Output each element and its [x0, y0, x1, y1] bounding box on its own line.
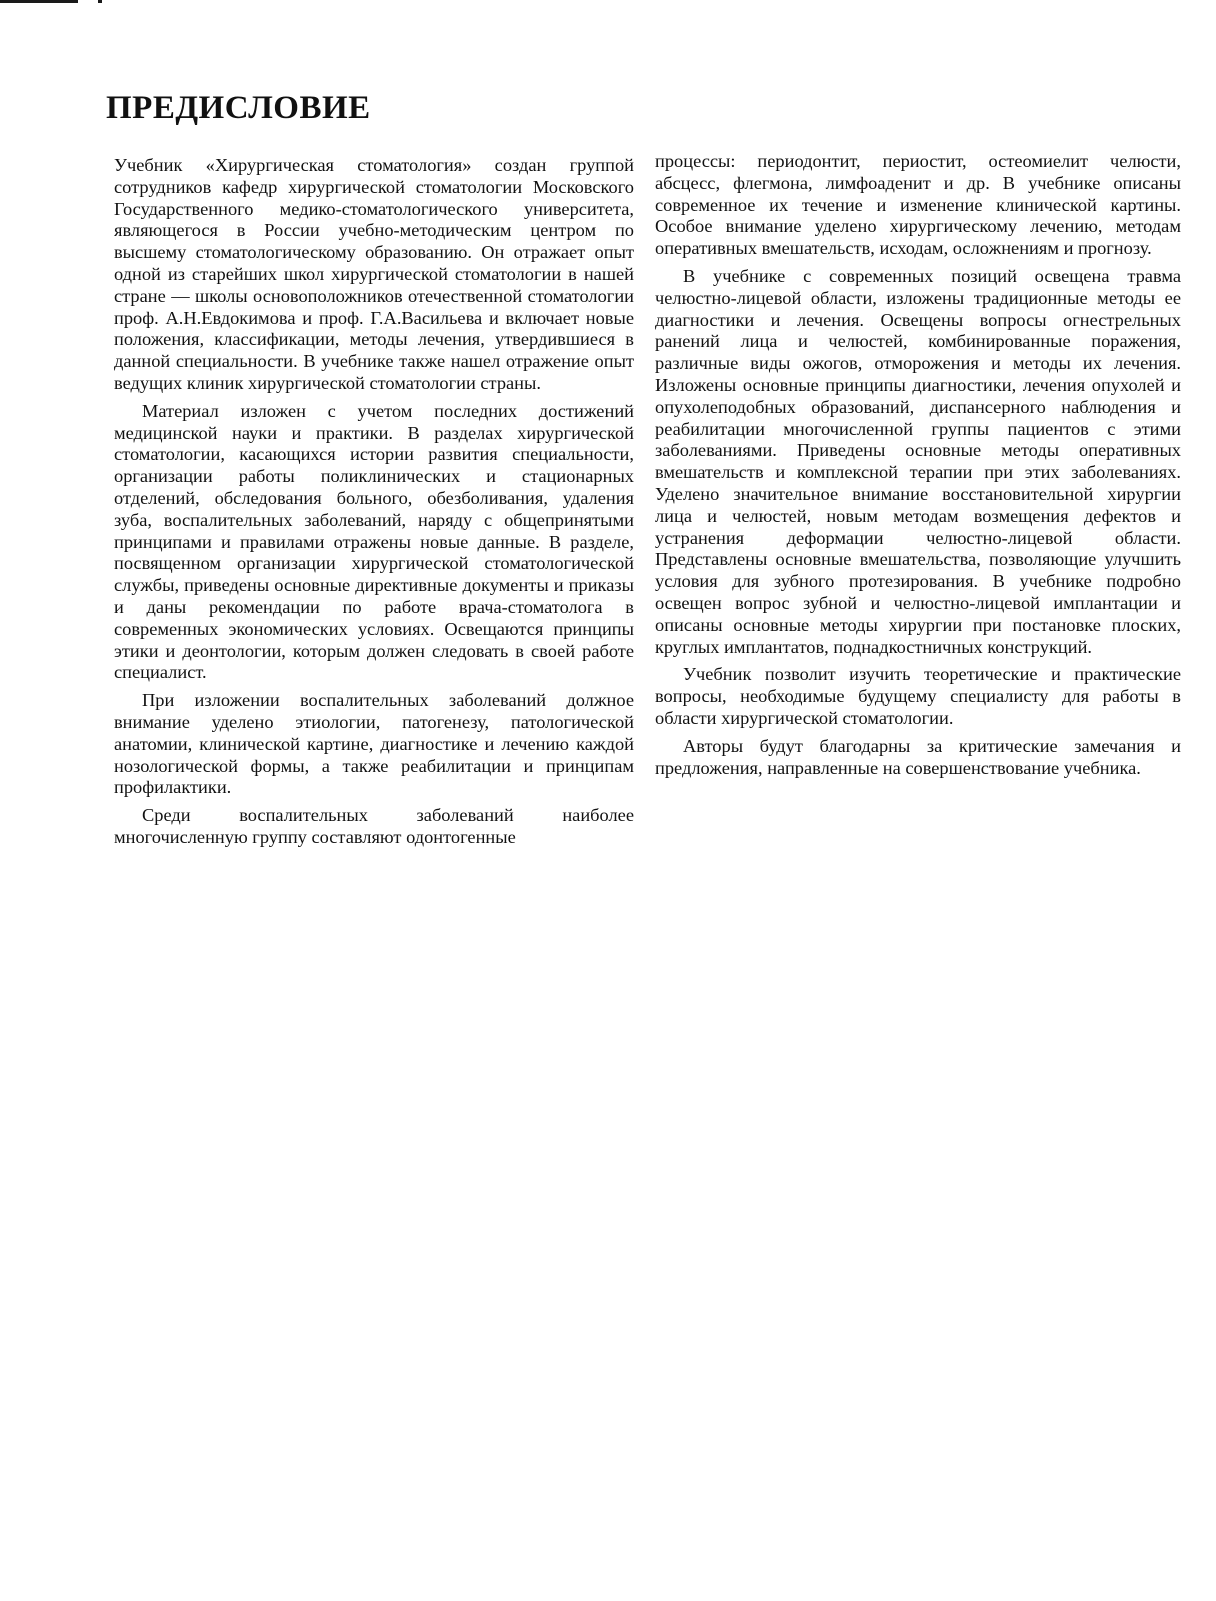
left-text-column — [114, 155, 634, 855]
paragraph-odontogenic-continued: процессы: периодонтит, периостит, остеомиелит челюсти, абсцесс, флегмона, лимфоаденит и др. В учебнике описаны современное их течение и изменение клинической картины. Особое внимание уделено хирургическому лечению, методам оперативных вмешательств, исходам, осложнениям и прогнозу. — [655, 151, 1181, 259]
scan-edge-dot — [98, 0, 102, 3]
right-text-column — [655, 151, 1181, 785]
paragraph-trauma: В учебнике с современных позиций освещена травма челюстно-лицевой области, изложены традиционные методы ее диагностики и лечения. Освещены вопросы огнестрельных ранений лица и челюстей, комбинированные поражения, различные виды ожогов, отморожения и методы их лечения. Изложены основные принципы диагностики, лечения опухолей и опухолеподобных образований, диспансерного наблюдения и реабилитации многочисленной группы пациентов с этими заболеваниями. Приведены основные методы оперативных вмешательств и комплексной терапии при этих заболеваниях. Уделено значительное внимание восстановительной хирургии лица и челюстей, новым методам возмещения дефектов и устранения деформации челюстно-лицевой области. Представлены основные вмешательства, позволяющие улучшить условия для зубного протезирования. В учебнике подробно освещен вопрос зубной и челюстно-лицевой имплантации и описаны основные методы хирургии при постановке плоских, круглых имплантатов, поднадкостничных конструкций. — [655, 265, 1181, 657]
paragraph-inflammatory: При изложении воспалительных заболеваний должное внимание уделено этиологии, патогенезу, патологической анатомии, клинической картине, диагностике и лечению каждой нозологической формы, а также реабилитации и принципам профилактики. — [114, 690, 634, 798]
paragraph-odontogenic-start: Среди воспалительных заболеваний наиболее многочисленную группу составляют одонтогенные — [114, 805, 634, 847]
paragraph-acknowledgement: Авторы будут благодарны за критические замечания и предложения, направленные на совершенствование учебника. — [655, 735, 1181, 778]
page-title: ПРЕДИСЛОВИЕ — [106, 90, 371, 126]
scan-edge-mark — [0, 0, 78, 3]
paragraph-purpose: Учебник позволит изучить теоретические и практические вопросы, необходимые будущему специалисту для работы в области хирургической стоматологии. — [655, 664, 1181, 728]
paragraph-intro: Учебник «Хирургическая стоматология» создан группой сотрудников кафедр хирургической стоматологии Московского Государственного медико-стоматологического университета, являющегося в России учебно-методическим центром по высшему стоматологическому образованию. Он отражает опыт одной из старейших школ хирургической стоматологии в нашей стране — школы основоположников отечественной стоматологии проф. А.Н.Евдокимова и проф. Г.А.Васильева и включает новые положения, классификации, методы лечения, утвердившиеся в данной специальности. В учебнике также нашел отражение опыт ведущих клиник хирургической стоматологии страны. — [114, 155, 634, 393]
paragraph-material: Материал изложен с учетом последних достижений медицинской науки и практики. В разделах хирургической стоматологии, касающихся истории развития специальности, организации работы поликлинических и стационарных отделений, обследования больного, обезболивания, удаления зуба, воспалительных заболеваний, наряду с общепринятыми принципами и правилами отражены новые данные. В разделе, посвященном организации хирургической стоматологической службы, приведены основные директивные документы и приказы и даны рекомендации по работе врача-стоматолога в современных экономических условиях. Освещаются принципы этики и деонтологии, которым должен следовать в своей работе специалист. — [114, 400, 634, 683]
